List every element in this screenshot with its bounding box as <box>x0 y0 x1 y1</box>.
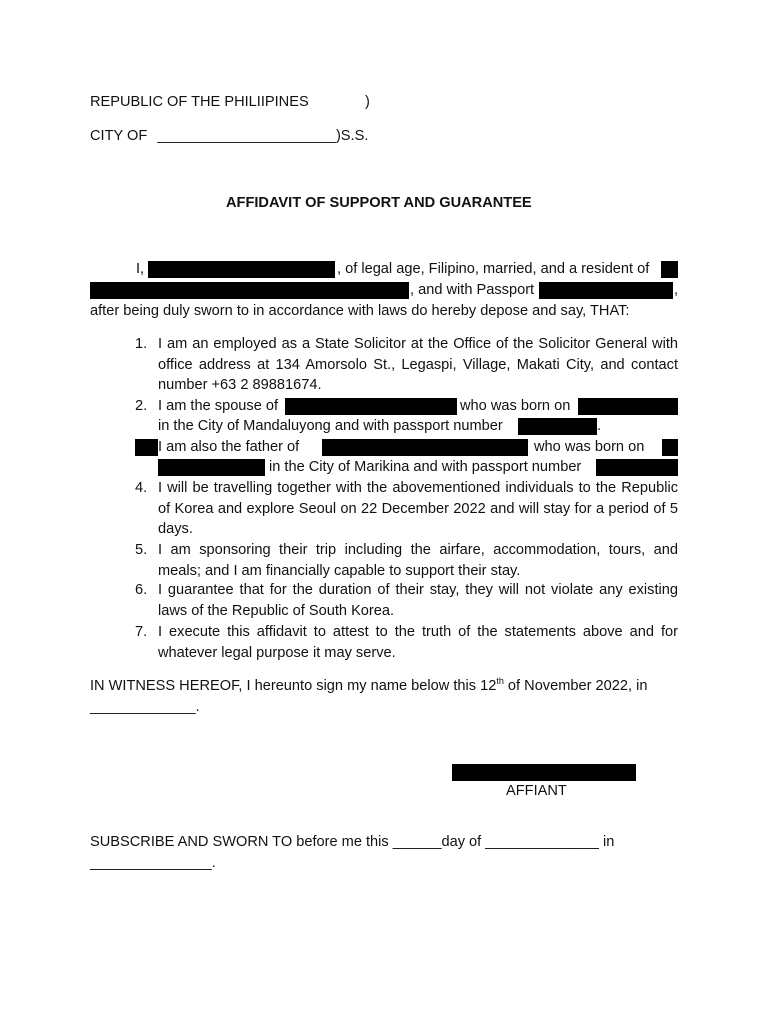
redacted-spouse-birthdate <box>578 398 678 415</box>
redacted-affiant-signature <box>452 764 636 781</box>
redacted-child-name <box>322 439 528 456</box>
item-number: 2. <box>135 398 148 414</box>
item-2-born-text: who was born on <box>460 398 571 414</box>
intro-sworn: after being duly sworn to in accordance with laws do hereby depose and say, THAT: <box>90 303 630 319</box>
item-2-spouse-text: I am the spouse of <box>158 398 279 414</box>
witness-blank: _____________. <box>90 699 200 715</box>
item-number: 5. <box>135 542 148 558</box>
item-number: 4. <box>135 480 148 496</box>
ss-label: )S.S. <box>335 128 369 144</box>
intro-passport: , and with Passport <box>410 282 535 298</box>
redacted-passport <box>539 282 673 299</box>
republic-paren: ) <box>365 94 370 110</box>
city-line <box>90 126 368 147</box>
redacted-spouse-passport <box>518 418 597 435</box>
republic-line: REPUBLIC OF THE PHILIIPINES <box>90 94 309 110</box>
redacted-residence-start <box>661 261 678 278</box>
item-number: 1. <box>135 336 148 352</box>
redacted-spouse-name <box>285 398 457 415</box>
item-3-born-text: who was born on <box>534 439 645 455</box>
redacted-item-number <box>135 439 158 456</box>
redacted-affiant-name <box>148 261 335 278</box>
item-text: I will be travelling together with the abovementioned individuals to the Republic of Korea and explore Seoul on 22 December 2022 and will stay for a period of 5 days. <box>158 480 678 537</box>
item-2-period: . <box>597 418 602 434</box>
redacted-child-birthdate <box>158 459 265 476</box>
subscribe-blank: _______________. <box>90 855 216 871</box>
redacted-child-passport <box>596 459 678 476</box>
affiant-label: AFFIANT <box>506 783 567 799</box>
item-text: I am sponsoring their trip including the airfare, accommodation, tours, and meals; and I am financially capable to support their stay. <box>158 542 678 579</box>
witness-text-2: of November 2022, in <box>503 678 648 694</box>
intro-i: I, <box>136 261 145 277</box>
intro-legal-age: , of legal age, Filipino, married, and a resident of <box>337 261 650 277</box>
witness-text: IN WITNESS HEREOF, I hereunto sign my name below this 12 <box>90 678 497 694</box>
item-3-father-text: I am also the father of <box>158 439 300 455</box>
item-text: I am an employed as a State Solicitor at the Office of the Solicitor General with office address at 134 Amorsolo St., Legaspi, Village, Makati City, and contact number +63 2 89881674. <box>158 336 678 393</box>
item-number: 7. <box>135 624 148 640</box>
item-2-city-text: in the City of Mandaluyong and with passport number <box>158 418 503 434</box>
item-text: I guarantee that for the duration of their stay, they will not violate any existing laws of the Republic of South Korea. <box>158 582 678 619</box>
redacted-child-birthdate-start <box>662 439 678 456</box>
item-3-city-text: in the City of Marikina and with passport number <box>269 459 582 475</box>
item-text: I execute this affidavit to attest to the truth of the statements above and for whatever legal purpose it may serve. <box>158 624 678 661</box>
subscribe-line: SUBSCRIBE AND SWORN TO before me this ______day of ______________ in <box>90 834 615 850</box>
document-title: AFFIDAVIT OF SUPPORT AND GUARANTEE <box>226 195 532 211</box>
redacted-residence <box>90 282 409 299</box>
intro-comma: , <box>674 282 679 298</box>
witness-ordinal: th <box>496 676 504 686</box>
item-number: 6. <box>135 582 148 598</box>
city-label: CITY OF <box>90 128 148 144</box>
witness-line <box>90 676 647 697</box>
city-blank: ______________________ <box>157 128 336 144</box>
